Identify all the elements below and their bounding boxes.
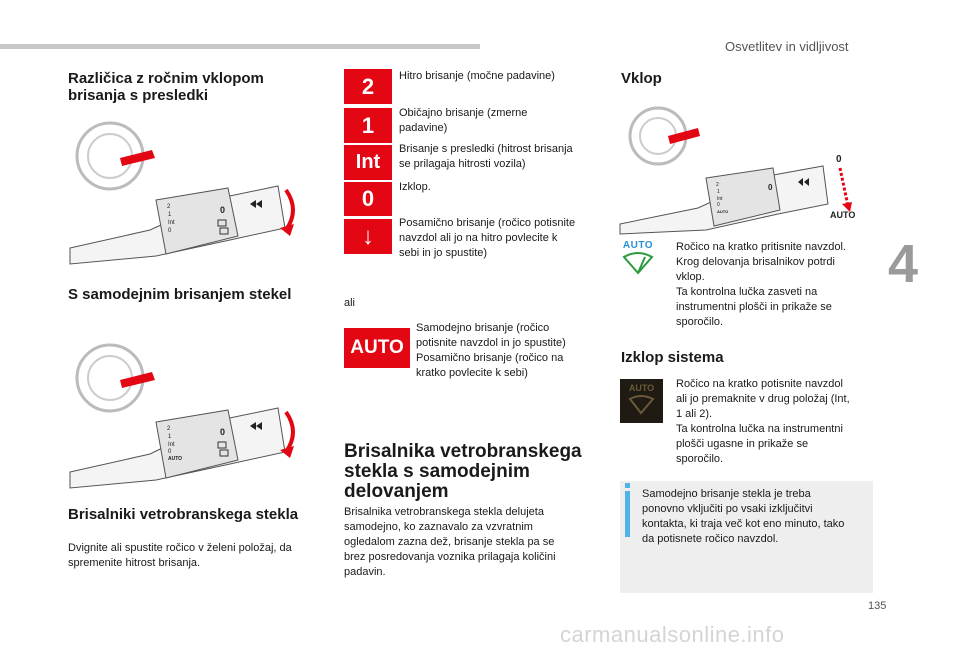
svg-text:AUTO: AUTO: [830, 210, 856, 220]
info-text: Samodejno brisanje stekla je treba ponovno vključiti po vsaki izključitvi kontakta, ki traja več kot eno minuto, tako da potisnete ročico navzdol.: [642, 488, 845, 545]
info-icon-dot: [625, 483, 630, 488]
wiper-lever-illustration-2: [60, 340, 310, 490]
badge-single-wipe-arrow-icon: ↓: [344, 219, 392, 254]
svg-text:0: 0: [717, 202, 720, 208]
svg-text:0: 0: [220, 427, 226, 437]
wiper-indicator-icon: [621, 251, 655, 275]
heading-switch-off: Izklop sistema: [621, 349, 724, 366]
svg-text:2: 2: [167, 204, 171, 210]
heading-auto-wipers: Brisalnika vetrobranskega stekla s samodejnim delovanjem: [344, 441, 582, 502]
mode-1-text: Običajno brisanje (zmerne padavine): [399, 107, 528, 134]
svg-text:0: 0: [768, 183, 773, 192]
badge-speed-2: 2: [344, 69, 392, 104]
badge-off: 0: [344, 182, 392, 216]
svg-text:0: 0: [168, 449, 172, 455]
svg-text:Int: Int: [168, 220, 175, 226]
header-rule: [0, 44, 480, 49]
page-number: 135: [868, 600, 887, 612]
mode-int-text: Brisanje s presledki (hitrost brisanja se prilagaja hitrosti vozila): [399, 143, 573, 170]
badge-speed-1: 1: [344, 108, 392, 143]
svg-text:1: 1: [717, 189, 720, 195]
lever-tip-red: [120, 150, 155, 166]
info-icon: [625, 491, 630, 537]
arrow-down-curve: [286, 190, 293, 230]
wiper-lever-illustration-3: [618, 106, 868, 236]
svg-text:Int: Int: [168, 442, 175, 448]
badge-auto: AUTO: [344, 328, 410, 368]
switch-off-text: Ročico na kratko potisnite navzdol ali jo premaknite v drug položaj (Int, 1 ali 2). Ta kontrolna lučka na instrumentni plošči ugasne in prikaže se sporočilo.: [676, 378, 850, 465]
svg-text:AUTO: AUTO: [168, 456, 183, 462]
heading-switch-on: Vklop: [621, 70, 662, 87]
auto-mode-text: Samodejno brisanje (ročico potisnite navzdol in jo spustite) Posamično brisanje (ročico na kratko povlecite k sebi): [416, 322, 566, 379]
mode-single-text: Posamično brisanje (ročico potisnite navzdol ali jo na hitro povlecite k sebi in jo spustite): [399, 217, 576, 259]
svg-text:1: 1: [168, 212, 172, 218]
svg-text:AUTO: AUTO: [717, 209, 729, 214]
svg-text:0: 0: [220, 205, 226, 215]
heading-auto-wipe: S samodejnim brisanjem stekel: [68, 286, 292, 303]
svg-text:2: 2: [716, 182, 719, 188]
svg-text:1: 1: [168, 434, 172, 440]
heading-windscreen-wipers: Brisalniki vetrobranskega stekla: [68, 506, 299, 523]
mode-2-text: Hitro brisanje (močne padavine): [399, 70, 555, 82]
section-title: Osvetlitev in vidljivost: [725, 39, 849, 54]
mode-off-text: Izklop.: [399, 181, 431, 193]
svg-text:0: 0: [836, 154, 842, 165]
chapter-number: 4: [888, 234, 919, 294]
auto-indicator-off-icon: AUTO: [620, 379, 663, 423]
badge-int: Int: [344, 145, 392, 180]
switch-on-text: Ročico na kratko pritisnite navzdol. Krog delovanja brisalnikov potrdi vklop. Ta kontrolna lučka zasveti na instrumentni plošči in prikaže se sporočilo.: [676, 241, 846, 328]
svg-text:Int: Int: [717, 196, 723, 202]
wiper-off-icon: [620, 393, 663, 419]
paragraph-auto-wipers: Brisalnika vetrobranskega stekla delujeta samodejno, ko zaznavalo za vzvratnim ogledalom zazna dež, brisanje stekla pa se brez posredovanja voznika prilagaja količini padavin.: [344, 506, 556, 578]
svg-text:0: 0: [168, 228, 172, 234]
auto-indicator-icon: AUTO: [621, 240, 655, 280]
paragraph-raise-lower: Dvignite ali spustite ročico v želeni položaj, da spremenite hitrost brisanja.: [68, 542, 292, 569]
heading-manual-version: Različica z ročnim vklopom brisanja s presledki: [68, 70, 264, 104]
watermark: carmanualsonline.info: [560, 622, 785, 647]
wiper-lever-illustration-1: [60, 118, 310, 268]
or-label: ali: [344, 297, 356, 309]
svg-text:2: 2: [167, 426, 171, 432]
